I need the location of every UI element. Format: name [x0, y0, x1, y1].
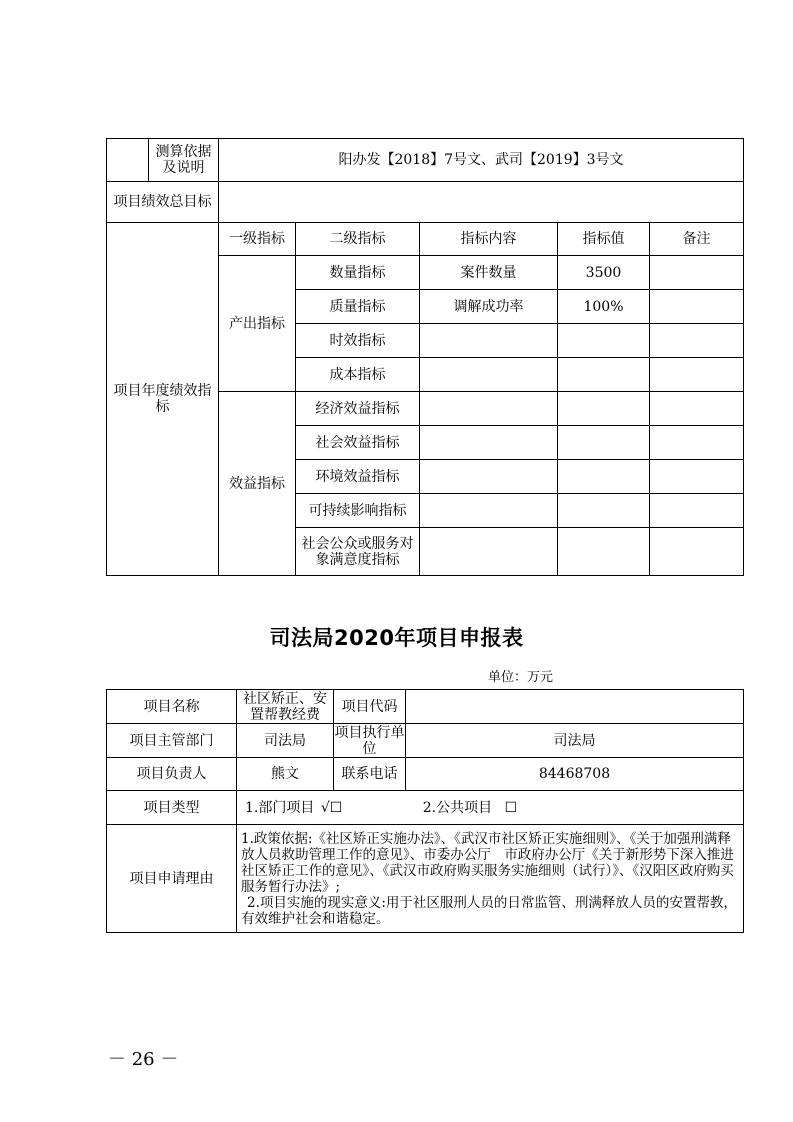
table-cell: [558, 392, 650, 426]
table-cell: [650, 392, 744, 426]
unit-label: 单位：万元: [488, 670, 554, 685]
table-cell: [650, 358, 744, 392]
table-cell: [558, 358, 650, 392]
table-cell: [650, 290, 744, 324]
table-cell: [650, 528, 744, 576]
annual-targets-label: 项目年度绩效指标: [107, 223, 219, 576]
table-cell: 质量指标: [296, 290, 420, 324]
table-cell: [420, 494, 558, 528]
exec-unit-label: 项目执行单位: [334, 724, 405, 757]
type-option-dept: 1.部门项目: [245, 799, 315, 816]
blank-cell: [107, 139, 149, 182]
table-cell: [650, 494, 744, 528]
header-value: 指标值: [558, 223, 650, 256]
table-cell: 3500: [558, 256, 650, 290]
table-cell: 数量指标: [296, 256, 420, 290]
checkbox-public[interactable]: ☐: [504, 799, 518, 816]
table-cell: [420, 426, 558, 460]
benefit-label: 效益指标: [219, 392, 296, 576]
table-cell: [420, 324, 558, 358]
header-note: 备注: [650, 223, 744, 256]
table-cell: [650, 426, 744, 460]
table-cell: 案件数量: [420, 256, 558, 290]
reason-policy: 1.政策依据:《社区矫正实施办法》、《武汉市社区矫正实施细则》、《关于加强刑满释放人员救助管理工作的意见》、市委办公厅 市政府办公厅《关于新形势下深入推进社区矫正工作的意见》、《武汉市政府购买服务实施细则（试行）》、《汉阳区政府购买服务暂行办法》;: [241, 830, 734, 895]
form-title: 司法局2020年项目申报表: [269, 626, 524, 650]
type-label: 项目类型: [107, 791, 237, 825]
table-cell: 社会效益指标: [296, 426, 420, 460]
project-code-label: 项目代码: [334, 690, 406, 724]
table-cell: [650, 324, 744, 358]
project-name-value: 社区矫正、安置帮教经费: [237, 690, 334, 724]
application-table: [106, 689, 744, 933]
basis-value: 阳办发【2018】7号文、武司【2019】3号文: [219, 139, 744, 182]
overall-goal-label: 项目绩效总目标: [107, 182, 219, 223]
table-cell: 环境效益指标: [296, 460, 420, 494]
performance-table: [106, 138, 744, 576]
header-level2: 二级指标: [296, 223, 420, 256]
leader-value: 熊文: [237, 758, 334, 791]
table-cell: 100%: [558, 290, 650, 324]
table-cell: [558, 494, 650, 528]
header-level1: 一级指标: [219, 223, 296, 256]
project-code-value: [406, 690, 744, 724]
header-content: 指标内容: [420, 223, 558, 256]
output-label: 产出指标: [219, 256, 296, 392]
table-cell: [558, 528, 650, 576]
table-cell: 社会公众或服务对象满意度指标: [296, 528, 420, 576]
table-cell: [420, 358, 558, 392]
reason-text: [237, 825, 744, 933]
table-cell: [650, 256, 744, 290]
overall-goal-value: [219, 182, 744, 223]
table-cell: 可持续影响指标: [296, 494, 420, 528]
type-option-public: 2.公共项目: [422, 799, 493, 816]
table-cell: 经济效益指标: [296, 392, 420, 426]
dept-label: 项目主管部门: [107, 724, 237, 758]
reason-label: 项目申请理由: [107, 825, 237, 933]
table-cell: [558, 426, 650, 460]
table-cell: [420, 528, 558, 576]
table-cell: 调解成功率: [420, 290, 558, 324]
phone-value: 84468708: [406, 758, 744, 791]
phone-label: 联系电话: [334, 758, 406, 791]
exec-unit-value: 司法局: [406, 724, 744, 758]
table-cell: [420, 392, 558, 426]
leader-label: 项目负责人: [107, 758, 237, 791]
table-cell: [650, 460, 744, 494]
table-cell: 时效指标: [296, 324, 420, 358]
page-number: － 26 －: [108, 1049, 179, 1070]
type-options: [237, 791, 744, 825]
table-cell: 成本指标: [296, 358, 420, 392]
basis-label: 测算依据及说明: [149, 139, 219, 182]
reason-significance: 2.项目实施的现实意义:用于社区服刑人员的日常监管、刑满释放人员的安置帮教，有效维护社会和谐稳定。: [241, 894, 737, 927]
table-cell: [558, 324, 650, 358]
dept-value: 司法局: [237, 724, 334, 758]
table-cell: [558, 460, 650, 494]
project-name-label: 项目名称: [107, 690, 237, 724]
checkbox-dept-checked[interactable]: √☐: [320, 799, 343, 816]
table-cell: [420, 460, 558, 494]
